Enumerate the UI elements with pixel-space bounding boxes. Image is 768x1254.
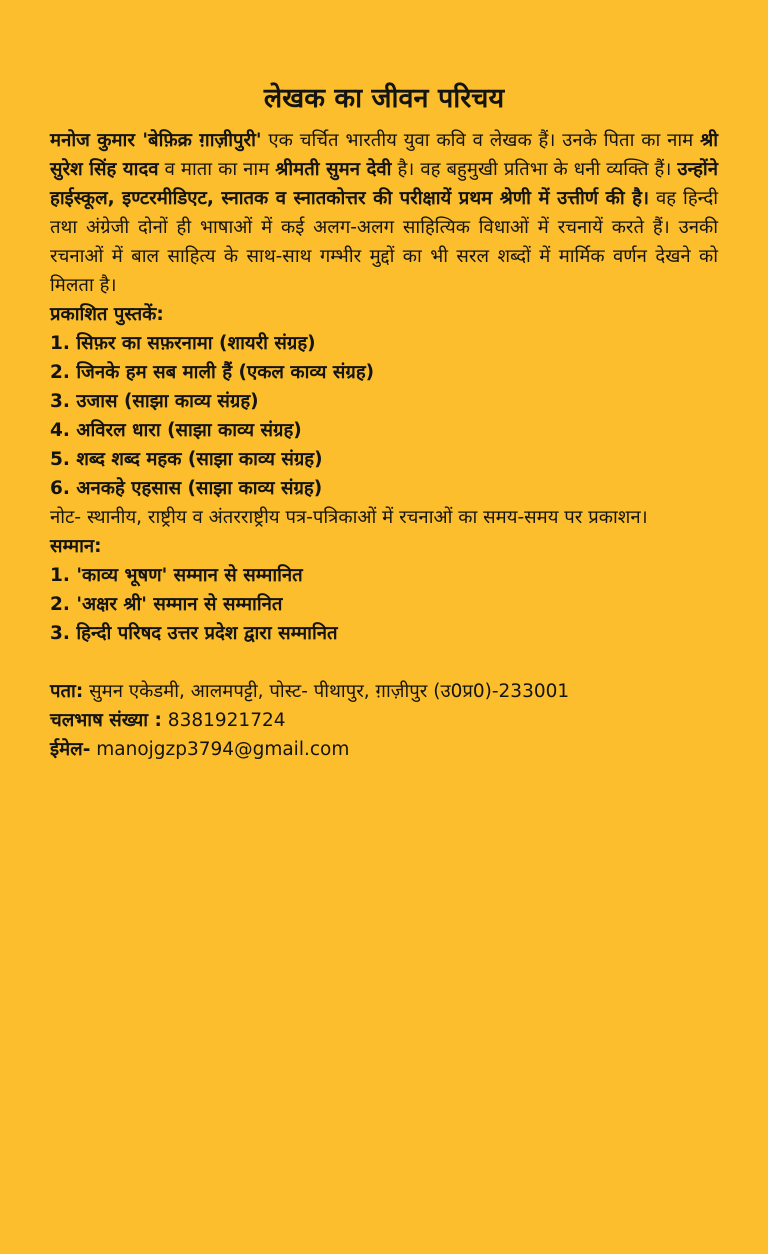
book-item: 4. अविरल धारा (साझा काव्य संग्रह) xyxy=(50,420,302,441)
mother-name: श्रीमती सुमन देवी xyxy=(275,159,392,180)
phone-value: 8381921724 xyxy=(161,710,286,731)
phone-line xyxy=(50,706,718,735)
honors-heading: सम्मान: xyxy=(50,536,102,557)
education-statement: उन्होंने हाईस्कूल, इण्टरमीडिएट, स्नातक व स्नातकोत्तर की परीक्षायें प्रथम श्रेणी में उत्तीर्ण की है। xyxy=(50,159,718,209)
page-title: लेखक का जीवन परिचय xyxy=(263,83,505,114)
author-name: मनोज कुमार 'बेफ़िक्र ग़ाज़ीपुरी' xyxy=(50,130,262,151)
book-item: 2. जिनके हम सब माली हैं (एकल काव्य संग्रह) xyxy=(50,362,375,383)
email-line xyxy=(50,735,718,764)
books-list xyxy=(50,329,718,503)
address-line xyxy=(50,677,718,706)
bio-text-2: व माता का नाम xyxy=(158,159,276,180)
book-item: 6. अनकहे एहसास (साझा काव्य संग्रह) xyxy=(50,478,323,499)
email-value: manojgzp3794@gmail.com xyxy=(90,739,350,760)
publication-note: नोट- स्थानीय, राष्ट्रीय व अंतरराष्ट्रीय पत्र-पत्रिकाओं में रचनाओं का समय-समय पर प्रकाशन। xyxy=(50,507,648,528)
bio-paragraph xyxy=(50,126,718,300)
address-label: पता: xyxy=(50,681,84,702)
contact-block xyxy=(50,677,718,764)
honor-item: 3. हिन्दी परिषद उत्तर प्रदेश द्वारा सम्मानित xyxy=(50,623,338,644)
book-item: 5. शब्द शब्द महक (साझा काव्य संग्रह) xyxy=(50,449,323,470)
email-label: ईमेल- xyxy=(50,739,91,760)
father-name: श्री सुरेश सिंह यादव xyxy=(50,130,719,180)
honor-item: 1. 'काव्य भूषण' सम्मान से सम्मानित xyxy=(50,565,303,586)
honors-list xyxy=(50,561,718,648)
books-heading: प्रकाशित पुस्तकें: xyxy=(50,304,164,325)
book-item: 1. सिफ़र का सफ़रनामा (शायरी संग्रह) xyxy=(50,333,316,354)
phone-label: चलभाष संख्या : xyxy=(50,710,162,731)
book-item: 3. उजास (साझा काव्य संग्रह) xyxy=(50,391,259,412)
bio-text-3: है। वह बहुमुखी प्रतिभा के धनी व्यक्ति हैं। xyxy=(391,159,678,180)
address-value: सुमन एकेडमी, आलमपट्टी, पोस्ट- पीथापुर, ग़ाज़ीपुर (उ0प्र0)-233001 xyxy=(83,681,570,702)
honor-item: 2. 'अक्षर श्री' सम्मान से सम्मानित xyxy=(50,594,283,615)
bio-text-4: वह हिन्दी तथा अंग्रेजी दोनों ही भाषाओं में कई अलग-अलग साहित्यिक विधाओं में रचनायें करते हैं। उनकी रचनाओं में बाल साहित्य के साथ-साथ गम्भीर मुद्दों का भी सरल शब्दों में मार्मिक वर्णन देखने को मिलता है। xyxy=(50,188,718,296)
bio-text-1: एक चर्चित भारतीय युवा कवि व लेखक हैं। उनके पिता का नाम xyxy=(261,130,701,151)
